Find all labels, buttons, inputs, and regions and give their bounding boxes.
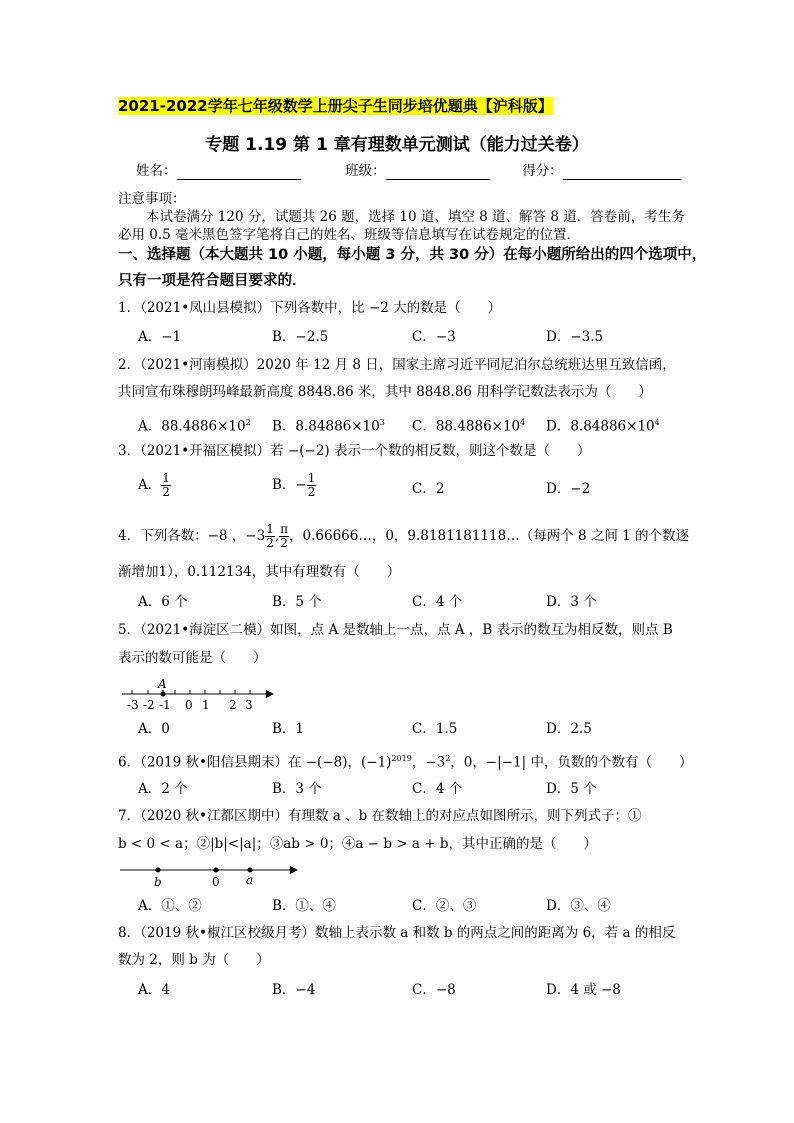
q7-number-line xyxy=(118,860,308,892)
q3-option-d[interactable]: D．−2 xyxy=(546,481,591,497)
q8-stem-line-2: 数为 2，则 b 为（ ） xyxy=(118,952,270,968)
q1-option-c[interactable]: C．−3 xyxy=(412,329,456,345)
q1-option-b[interactable]: B．−2.5 xyxy=(272,329,329,345)
q8-option-d[interactable]: D．4 或 −8 xyxy=(546,982,621,998)
score-label: 得分： xyxy=(522,163,563,179)
q7-option-b[interactable]: B．①、④ xyxy=(272,898,336,914)
q1-option-d[interactable]: D．−3.5 xyxy=(546,329,604,345)
q7-option-c[interactable]: C．②、③ xyxy=(412,898,477,914)
document-title: 专题 1.19 第 1 章有理数单元测试（能力过关卷） xyxy=(205,135,589,155)
info-line xyxy=(136,162,681,180)
q5-tick-label: -1 xyxy=(159,698,171,712)
class-blank xyxy=(386,165,490,180)
q5-number-line xyxy=(118,674,278,714)
q5-point-a-label: A xyxy=(158,677,167,691)
q7-option-d[interactable]: D．③、④ xyxy=(546,898,611,914)
header-years: 2021-2022 xyxy=(118,97,208,115)
q2-stem-line-2: 共同宣布珠穆朗玛峰最新高度 8848.86 米，其中 8848.86 用科学记数法表示为（ ） xyxy=(118,384,652,400)
q7-stem-line-1: 7．（2020 秋•江都区期中）有理数 a 、b 在数轴上的对应点如图所示，则下列式子：① xyxy=(118,808,642,824)
q1-option-a[interactable]: A．−1 xyxy=(138,329,182,345)
q2-option-b[interactable]: B．$8.84886\times 10^3$ xyxy=(272,418,385,435)
q6-option-b[interactable]: B．3 个 xyxy=(272,781,322,797)
q7-point-zero xyxy=(214,868,219,873)
q4-option-a[interactable]: A．6 个 xyxy=(138,594,188,610)
q3-stem: 3．（2021•开福区模拟）若 −(−2) 表示一个数的相反数，则这个数是（ ） xyxy=(118,443,591,459)
q5-option-c[interactable]: C．1.5 xyxy=(412,721,458,737)
q7-axis-arrow xyxy=(290,866,298,874)
q4-option-c[interactable]: C．4 个 xyxy=(412,594,463,610)
q6-option-a[interactable]: A．2 个 xyxy=(138,781,188,797)
q7-label-a: a xyxy=(246,873,254,887)
q5-stem-line-1: 5．（2021•海淀区二模）如图，点 A 是数轴上一点，点 A ，B 表示的数互为相反数，则点 B xyxy=(118,622,673,638)
header-series-title: 学年七年级数学上册尖子生同步培优题典【沪科版】 xyxy=(207,97,553,115)
q5-tick-label: 1 xyxy=(202,698,210,712)
q5-tick-label: -3 xyxy=(127,698,139,712)
q3-option-b[interactable]: B．− $\frac{1}{2}$ xyxy=(272,471,316,499)
q4-option-d[interactable]: D．3 个 xyxy=(546,594,597,610)
q4-option-b[interactable]: B．5 个 xyxy=(272,594,322,610)
q7-label-zero: 0 xyxy=(212,875,220,889)
q3-option-b-fraction: $\frac{1}{2}$ xyxy=(307,471,316,499)
q6-stem: 6．（2019 秋•阳信县期末）在 −(−8)，$(-1)^{2019}$，$-3^2$，0，−|−1| 中，负数的个数有（ ） xyxy=(118,754,693,771)
notice-heading: 注意事项： xyxy=(118,191,186,207)
q2-stem-line-1: 2．（2021•河南模拟）2020 年 12 月 8 日，国家主席习近平同尼泊尔总统班达里互致信函， xyxy=(118,357,676,373)
q5-point-a xyxy=(161,692,166,697)
q5-axis-arrow xyxy=(266,690,274,698)
q7-label-b: b xyxy=(154,875,162,889)
q5-tick-label: 3 xyxy=(245,698,253,712)
name-blank xyxy=(177,165,301,180)
q4-pi-fraction: $\frac{\pi}{2}$ xyxy=(280,522,289,550)
q6-option-d[interactable]: D．5 个 xyxy=(546,781,597,797)
q8-option-a[interactable]: A．4 xyxy=(138,982,170,998)
q5-tick-label: -2 xyxy=(143,698,155,712)
q5-tick-label: 0 xyxy=(185,698,193,712)
q6-option-c[interactable]: C．4 个 xyxy=(412,781,463,797)
score-blank xyxy=(563,165,681,180)
q5-option-a[interactable]: A．0 xyxy=(138,721,170,737)
q5-option-b[interactable]: B．1 xyxy=(272,721,305,737)
q3-option-c[interactable]: C．2 xyxy=(412,481,445,497)
q7-stem-line-2: b < 0 < a；②|b|<|a|；③ab > 0；④a − b > a + b，其中正确的是（ ） xyxy=(118,836,597,852)
q3-option-a[interactable]: A． $\frac{1}{2}$ xyxy=(138,471,170,499)
q2-option-a[interactable]: A．$88.4886\times 10^2$ xyxy=(138,418,251,435)
q4-mixed-fraction: $\frac{1}{2}$ xyxy=(266,522,274,550)
class-label: 班级： xyxy=(345,163,386,179)
q5-tick-label: 2 xyxy=(229,698,237,712)
notice-line-1: 本试卷满分 120 分，试题共 26 题，选择 10 道、填空 8 道、解答 8 道．答卷前，考生务 xyxy=(146,209,685,225)
q7-option-a[interactable]: A．①、② xyxy=(138,898,202,914)
series-header xyxy=(118,96,553,116)
q5-stem-line-2: 表示的数可能是（ ） xyxy=(118,650,267,666)
q4-stem-line-1: 4．下列各数：−8 ，−3 $\frac{1}{2}$ , $\frac{\pi}{2}$ ，0.66666…，0，9.8181181118…（每两个 8 之间 1 的个数逐 xyxy=(118,522,690,550)
notice-line-2: 必用 0.5 毫米黑色签字笔将自己的姓名、班级等信息填写在试卷规定的位置． xyxy=(118,227,581,243)
q8-option-c[interactable]: C．−8 xyxy=(412,982,456,998)
q4-stem-line-2: 渐增加1），0.112134，其中有理数有（ ） xyxy=(118,564,401,580)
q1-stem: 1．（2021•凤山县模拟）下列各数中，比 −2 大的数是（ ） xyxy=(118,300,502,316)
section1-line-1: 一、选择题（本大题共 10 小题，每小题 3 分，共 30 分）在每小题所给出的四个选项中， xyxy=(118,247,707,263)
q5-option-d[interactable]: D．2.5 xyxy=(546,721,592,737)
q7-point-a xyxy=(248,868,253,873)
q8-stem-line-1: 8．（2019 秋•椒江区校级月考）数轴上表示数 a 和数 b 的两点之间的距离为 6，若 a 的相反 xyxy=(118,925,676,941)
q2-option-d[interactable]: D．$8.84886\times 10^4$ xyxy=(546,418,660,435)
q7-point-b xyxy=(156,868,161,873)
section1-line-2: 只有一项是符合题目要求的． xyxy=(118,273,307,289)
name-label: 姓名： xyxy=(136,163,177,179)
q8-option-b[interactable]: B．−4 xyxy=(272,982,316,998)
q3-option-a-fraction: $\frac{1}{2}$ xyxy=(162,471,170,499)
q2-option-c[interactable]: C．$88.4886\times 10^4$ xyxy=(412,418,526,435)
